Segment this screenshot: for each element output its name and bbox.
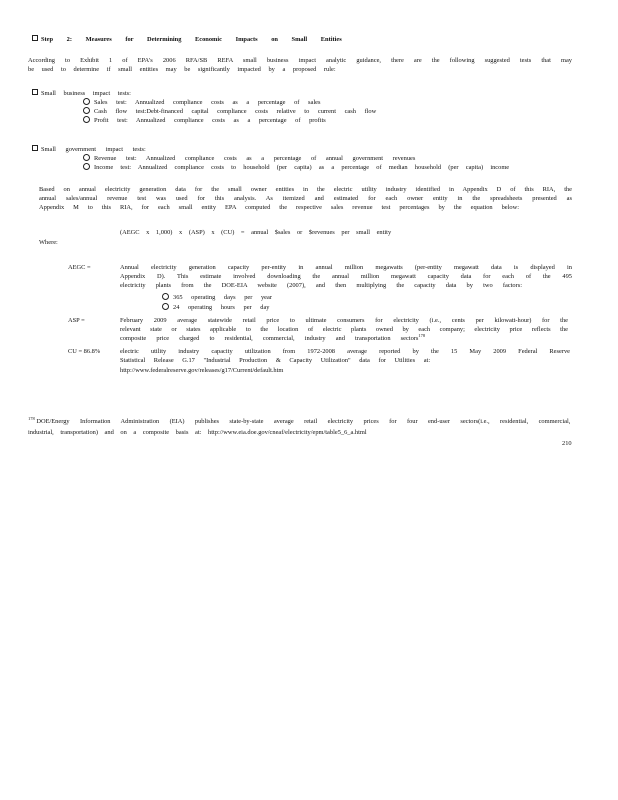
aegc-factor-days: 365 operating days per year bbox=[162, 293, 272, 303]
aegc-line-3: electricity plants from the DOE-EIA website (2007), and then multiplying the capacity data by two factors: bbox=[120, 282, 522, 289]
government-item-income: Income test: Annualized compliance costs to household (per capita) as a percentage of median household (per capita) income bbox=[83, 163, 509, 173]
asp-line-1: February 2009 average statewide retail price to ultimate consumers for electricity (i.e., cents per kilowatt-hour) for the bbox=[120, 317, 568, 324]
where-label: Where: bbox=[39, 239, 58, 246]
business-item-cashflow: Cash flow test:Debt-financed capital compliance costs relative to current cash flow bbox=[83, 107, 376, 117]
bullet-box-icon bbox=[32, 145, 38, 151]
business-heading-text: Small business impact tests: bbox=[41, 90, 131, 97]
aegc-line-1: Annual electricity generation capacity per-entity in annual million megawatts (per-entity megawatt data is displayed in bbox=[120, 264, 572, 271]
basis-line-1: Based on annual electricity generation data for the small owner entities in the electric utility industry identified in Appendix D of this RIA, the bbox=[39, 186, 572, 193]
cu-line-2: Statistical Release G.17 "Industrial Production & Capacity Utilization" data for Utilities at: bbox=[120, 357, 431, 364]
business-item-profit: Profit test: Annualized compliance costs as a percentage of profits bbox=[83, 116, 326, 126]
footnote-line-1: $^{178}$ DOE/Energy Information Administration (EIA) publishes state-by-state average retail electricity prices for four end-user sectors(i.e., residential, commercial, bbox=[28, 416, 571, 425]
step-heading bbox=[32, 35, 342, 45]
government-item-revenue: Revenue test: Annualized compliance costs as a percentage of annual government revenues bbox=[83, 154, 415, 164]
bullet-box-icon bbox=[32, 35, 38, 41]
basis-line-2: annual sales/annual revenue test was used for this analysis. As itemized and estimated for each owner entity in the spreadsheets presented as bbox=[39, 195, 572, 202]
footnote-ref: 178 bbox=[418, 333, 426, 338]
government-heading-text: Small government impact tests: bbox=[41, 146, 146, 153]
circle-bullet-icon bbox=[162, 293, 169, 300]
bullet-box-icon bbox=[32, 89, 38, 95]
circle-bullet-icon bbox=[162, 303, 169, 310]
footnote-line-2: industrial, transportation) and on a composite basis at: http://www.eia.doe.gov/cneaf/electricity/epm/table5_6_a.html bbox=[28, 429, 367, 436]
circle-bullet-icon bbox=[83, 107, 90, 114]
aegc-term: AEGC = bbox=[68, 264, 91, 271]
equation: (AEGC x 1,000) x (ASP) x (CU) = annual $sales or $revenues per small entity bbox=[120, 229, 392, 236]
cu-line-1: electric utility industry capacity utilization from 1972-2008 average reported by the 15 May 2009 Federal Reserve bbox=[120, 348, 570, 355]
cu-url: http://www.federalreserve.gov/releases/g17/Current/default.htm bbox=[120, 367, 284, 374]
asp-line-2: relevant state or states applicable to the location of electric plants owned by each company; electricity price reflects the bbox=[120, 326, 568, 333]
circle-bullet-icon bbox=[83, 116, 90, 123]
step-heading-text: Step 2: Measures for Determining Economic Impacts on Small Entities bbox=[41, 36, 342, 43]
circle-bullet-icon bbox=[83, 154, 90, 161]
basis-line-3: Appendix M to this RIA, for each small entity EPA computed the respective sales revenue test percentages by the equation below: bbox=[39, 204, 519, 211]
cu-term: CU = 86.8% bbox=[68, 348, 101, 355]
page-number: 210 bbox=[562, 440, 572, 447]
aegc-factor-hours: 24 operating hours per day bbox=[162, 303, 270, 313]
aegc-line-2: Appendix D). This estimate involved downloading the annual million megawatt capacity data for each of the 495 bbox=[120, 273, 572, 280]
intro-line-1: According to Exhibit 1 of EPA's 2006 RFA/SB REFA small business impact analytic guidance, there are the following suggested tests that may bbox=[28, 57, 572, 64]
business-item-sales: Sales test: Annualized compliance costs as a percentage of sales bbox=[83, 98, 320, 108]
circle-bullet-icon bbox=[83, 98, 90, 105]
circle-bullet-icon bbox=[83, 163, 90, 170]
asp-line-3: composite price charged to residential, commercial, industry and transportation sectors$^{178}$ bbox=[120, 333, 426, 342]
asp-term: ASP = bbox=[68, 317, 85, 324]
intro-line-2: be used to determine if small entities may be significantly impacted by a proposed rule: bbox=[28, 66, 336, 73]
footnote-number: 178 bbox=[28, 416, 35, 421]
